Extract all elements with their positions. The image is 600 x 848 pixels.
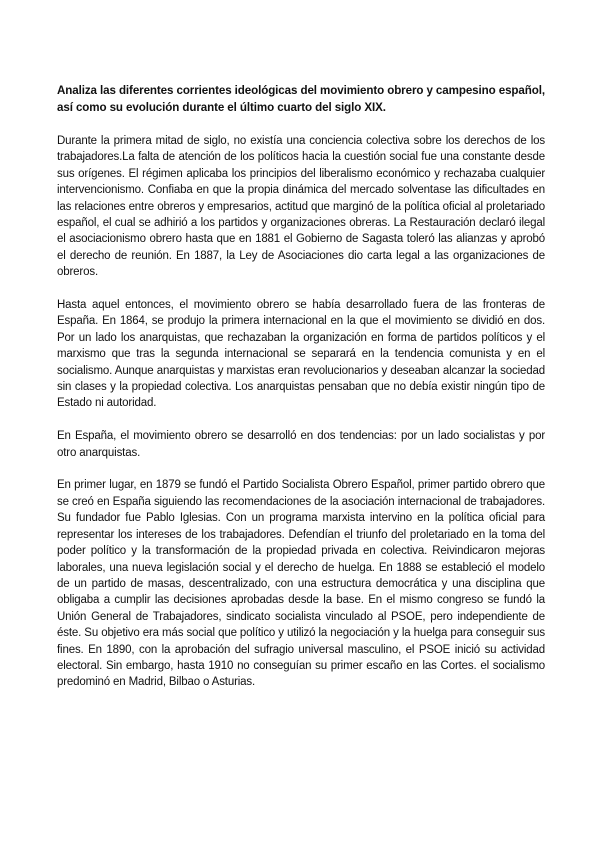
document-page bbox=[57, 82, 545, 707]
paragraph-1: Durante la primera mitad de siglo, no existía una conciencia colectiva sobre los derechos de los trabajadores.La falta de atención de los políticos hacia la cuestión social fue una constante desde sus orígenes. El régimen aplicaba los principios del liberalismo económico y rechazaba cualquier intervencionismo. Confiaba en que la propia dinámica del mercado solventase las dificultades en las relaciones entre obreros y empresarios, actitud que marginó de la política oficial al proletariado español, el cual se adhirió a los partidos y organizaciones obreras. La Restauración declaró ilegal el asociacionismo obrero hasta que en 1881 el Gobierno de Sagasta toleró las alianzas y aprobó el derecho de reunión. En 1887, la Ley de Asociaciones dio carta legal a las organizaciones de obreros. bbox=[57, 135, 545, 279]
paragraph-2: Hasta aquel entonces, el movimiento obrero se había desarrollado fuera de las fronteras de España. En 1864, se produjo la primera internacional en la que el movimiento se dividió en dos. Por un lado los anarquistas, que rechazaban la organización en forma de partidos políticos y el marxismo que tras la segunda internacional se separará en la tendencia comunista y en el socialismo. Aunque anarquistas y marxistas eran revolucionarios y deseaban alcanzar la sociedad sin clases y la propiedad colectiva. Los anarquistas pensaban que no debía existir ningún tipo de Estado ni autoridad. bbox=[57, 299, 545, 410]
paragraph-4: En primer lugar, en 1879 se fundó el Partido Socialista Obrero Español, primer partido obrero que se creó en España siguiendo las recomendaciones de la asociación internacional de trabajadores. Su fundador fue Pablo Iglesias. Con un programa marxista intervino en la política oficial para representar los intereses de los trabajadores. Defendían el triunfo del proletariado en la toma del poder político y la transformación de la propiedad privada en colectiva. Reivindicaron mejoras laborales, una nueva legislación social y el derecho de huelga. En 1888 se estableció el modelo de un partido de masas, descentralizado, con una estructura democrática y una disciplina que obligaba a cumplir las decisiones aprobadas desde la base. En el mismo congreso se fundó la Unión General de Trabajadores, sindicato socialista vinculado al PSOE, pero independiente de éste. Su objetivo era más social que político y utilizó la negociación y la huelga para conseguir sus fines. En 1890, con la aprobación del sufragio universal masculino, el PSOE inició su actividad electoral. Sin embargo, hasta 1910 no conseguían su primer escaño en las Cortes. el socialismo predominó en Madrid, Bilbao o Asturias. bbox=[57, 479, 545, 689]
paragraph-3: En España, el movimiento obrero se desarrolló en dos tendencias: por un lado socialistas y por otro anarquistas. bbox=[57, 430, 545, 459]
document-title: Analiza las diferentes corrientes ideológicas del movimiento obrero y campesino español, así como su evolución durante el último cuarto del siglo XIX. bbox=[57, 84, 545, 114]
